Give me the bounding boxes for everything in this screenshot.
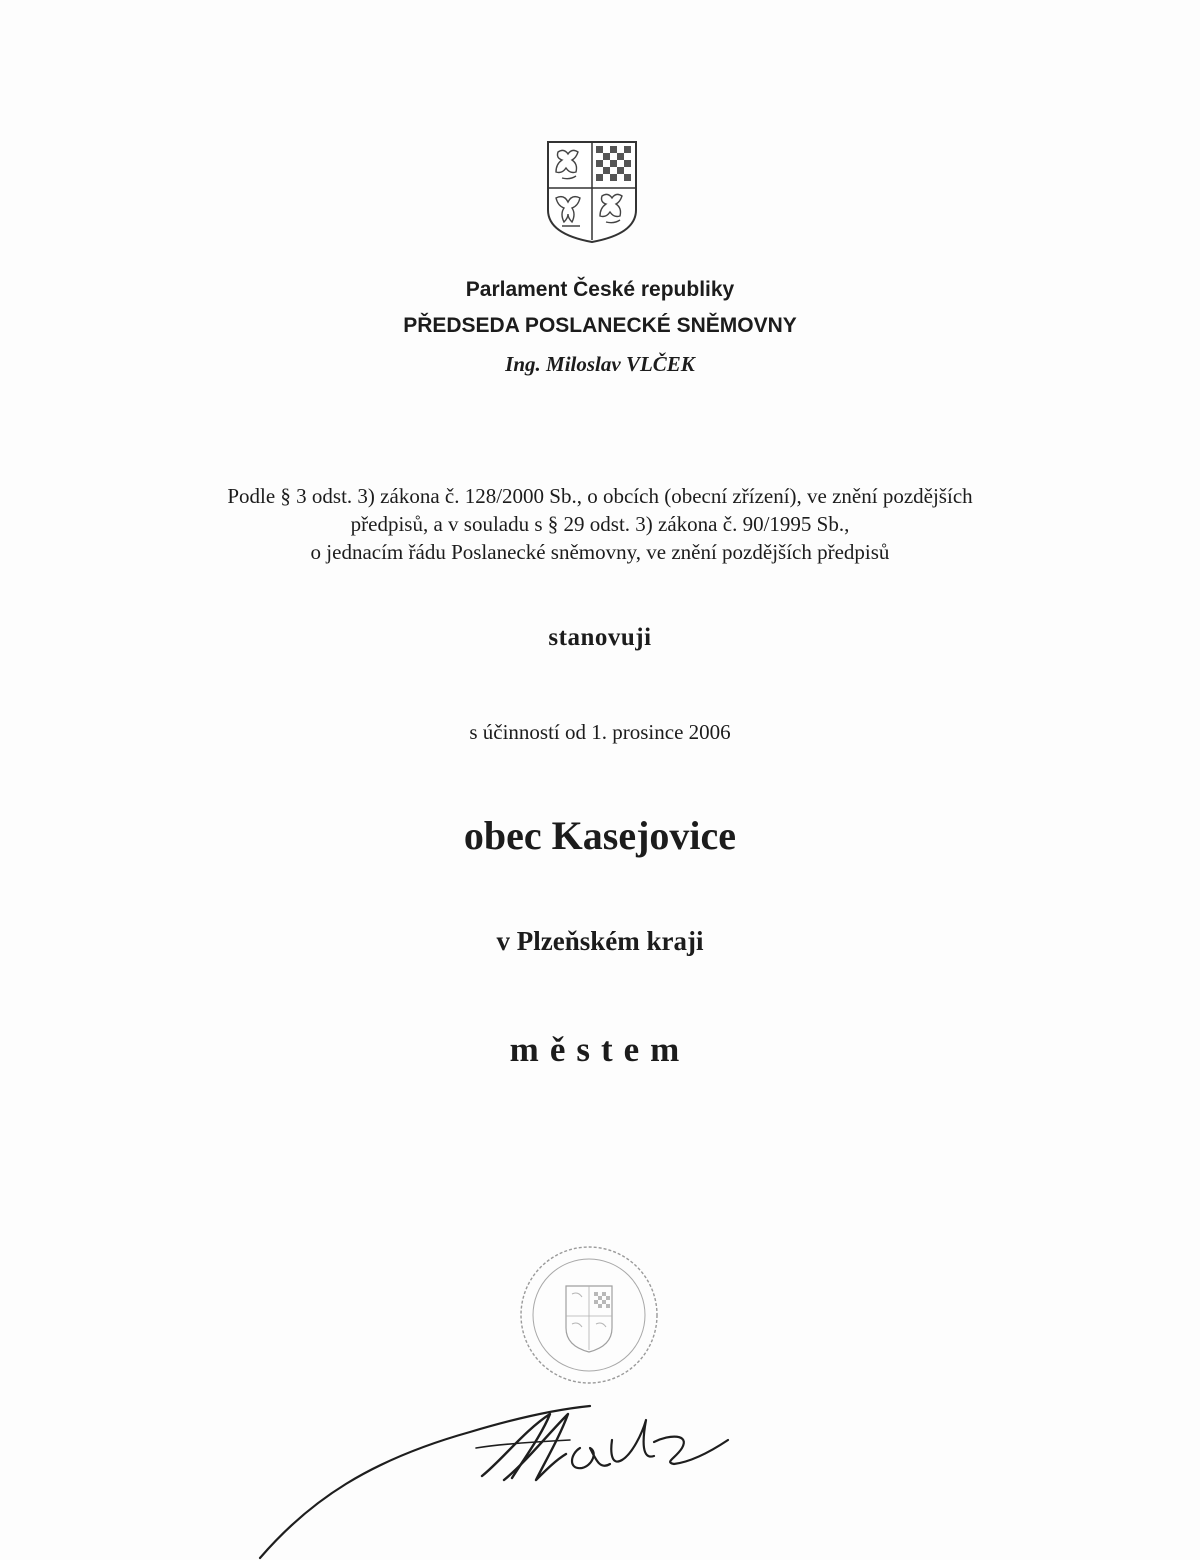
- decree-verb: stanovuji: [548, 624, 652, 651]
- new-status: městem: [509, 1030, 691, 1069]
- official-seal-icon: [516, 1242, 662, 1388]
- czech-coat-of-arms-icon: [544, 138, 640, 244]
- legal-basis-line: předpisů, a v souladu s § 29 odst. 3) zákona č. 90/1995 Sb.,: [350, 512, 850, 536]
- office-title: PŘEDSEDA POSLANECKÉ SNĚMOVNY: [403, 314, 797, 337]
- effective-date: s účinností od 1. prosince 2006: [469, 720, 731, 744]
- legal-basis-line: o jednacím řádu Poslanecké sněmovny, ve znění pozdějších předpisů: [310, 540, 890, 564]
- official-name: Ing. Miloslav VLČEK: [505, 352, 695, 376]
- legal-basis-line: Podle § 3 odst. 3) zákona č. 128/2000 Sb., o obcích (obecní zřízení), ve znění pozdějších: [227, 484, 973, 508]
- municipality-name: obec Kasejovice: [463, 813, 737, 858]
- organization-name: Parlament České republiky: [465, 278, 735, 301]
- handwritten-signature: [250, 1390, 770, 1560]
- region-name: v Plzeňském kraji: [496, 926, 704, 956]
